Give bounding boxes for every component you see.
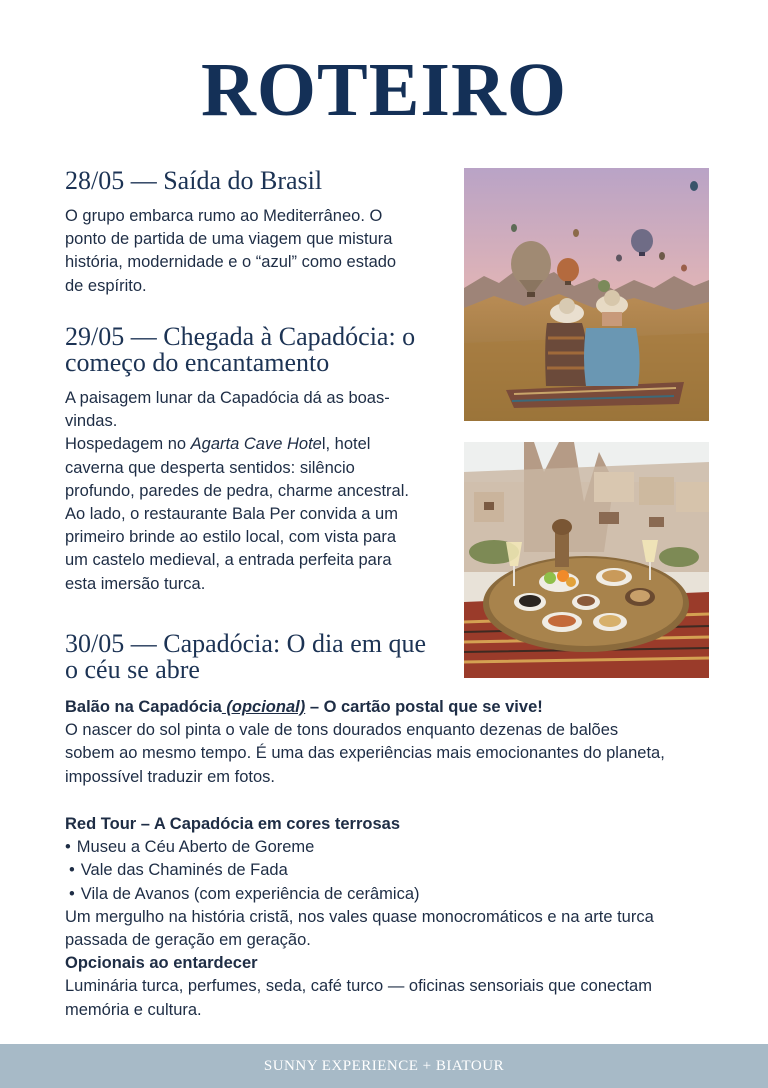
heading-line: começo do encantamento	[65, 348, 330, 377]
hotel-line	[65, 435, 370, 453]
section-paragraph-2805	[65, 205, 396, 298]
section-heading-3005	[65, 631, 426, 683]
balloon-title-b: – O cartão postal que se vive!	[305, 698, 543, 716]
list-item: • Vila de Avanos (com experiência de cerâmica)	[65, 885, 420, 903]
hotel-post: l, hotel	[321, 435, 371, 454]
heading-line: 30/05 — Capadócia: O dia em que	[65, 629, 427, 658]
breakfast-photo	[464, 442, 709, 678]
text-line: caverna que desperta sentidos: silêncio	[65, 458, 355, 477]
text-line: profundo, paredes de pedra, charme ancestral.	[65, 481, 409, 500]
balloon-title-a: Balão na Capadócia	[65, 698, 222, 716]
page-title: ROTEIRO	[201, 48, 567, 132]
text-line: O grupo embarca rumo ao Mediterrâneo. O	[65, 207, 383, 225]
section-paragraph-2905	[65, 387, 409, 596]
text-line: um castelo medieval, a entrada perfeita para	[65, 551, 392, 570]
optional-tag: (opcional)	[221, 698, 306, 716]
heading-line: o céu se abre	[65, 655, 200, 684]
section-heading-2905	[65, 324, 415, 376]
heading-line: 28/05 — Saída do Brasil	[65, 166, 323, 195]
balloon-block	[65, 696, 665, 789]
evening-title: Opcionais ao entardecer	[65, 954, 258, 973]
text-line: sobem ao mesmo tempo. É uma das experiências mais emocionantes do planeta,	[65, 744, 665, 763]
text-line: A paisagem lunar da Capadócia dá as boas-	[65, 389, 390, 407]
text-line: passada de geração em geração.	[65, 931, 311, 950]
hotel-name: Agarta Cave Hote	[190, 435, 322, 454]
footer-text: SUNNY EXPERIENCE + BIATOUR	[263, 1057, 505, 1074]
text-line: de espírito.	[65, 276, 147, 295]
text-line: ponto de partida de uma viagem que mistura	[65, 230, 393, 249]
list-item: • Museu a Céu Aberto de Goreme	[65, 838, 314, 856]
text-line: Luminária turca, perfumes, seda, café turco — oficinas sensoriais que conectam	[65, 977, 652, 996]
text-line: impossível traduzir em fotos.	[65, 767, 275, 786]
red-tour-title: Red Tour – A Capadócia em cores terrosas	[65, 815, 401, 833]
text-line: esta imersão turca.	[65, 574, 206, 593]
footer-bar	[0, 1044, 768, 1088]
text-line: Ao lado, o restaurante Bala Per convida a um	[65, 505, 398, 524]
heading-line: 29/05 — Chegada à Capadócia: o	[65, 322, 416, 351]
balloons-photo	[464, 168, 709, 421]
text-line: vindas.	[65, 412, 118, 431]
balloon-title	[65, 698, 543, 716]
text-line: memória e cultura.	[65, 1000, 202, 1019]
section-heading-2805	[65, 168, 322, 194]
breakfast-photo-art	[464, 442, 709, 678]
text-line: Um mergulho na história cristã, nos vales quase monocromáticos e na arte turca	[65, 907, 654, 926]
hotel-pre: Hospedagem no	[65, 435, 191, 454]
list-item: • Vale das Chaminés de Fada	[65, 861, 288, 879]
text-line: O nascer do sol pinta o vale de tons dourados enquanto dezenas de balões	[65, 721, 619, 740]
text-line: primeiro brinde ao estilo local, com vista para	[65, 528, 397, 547]
text-line: história, modernidade e o “azul” como estado	[65, 253, 397, 272]
balloons-photo-art	[464, 168, 709, 421]
red-tour-block	[65, 813, 654, 1022]
